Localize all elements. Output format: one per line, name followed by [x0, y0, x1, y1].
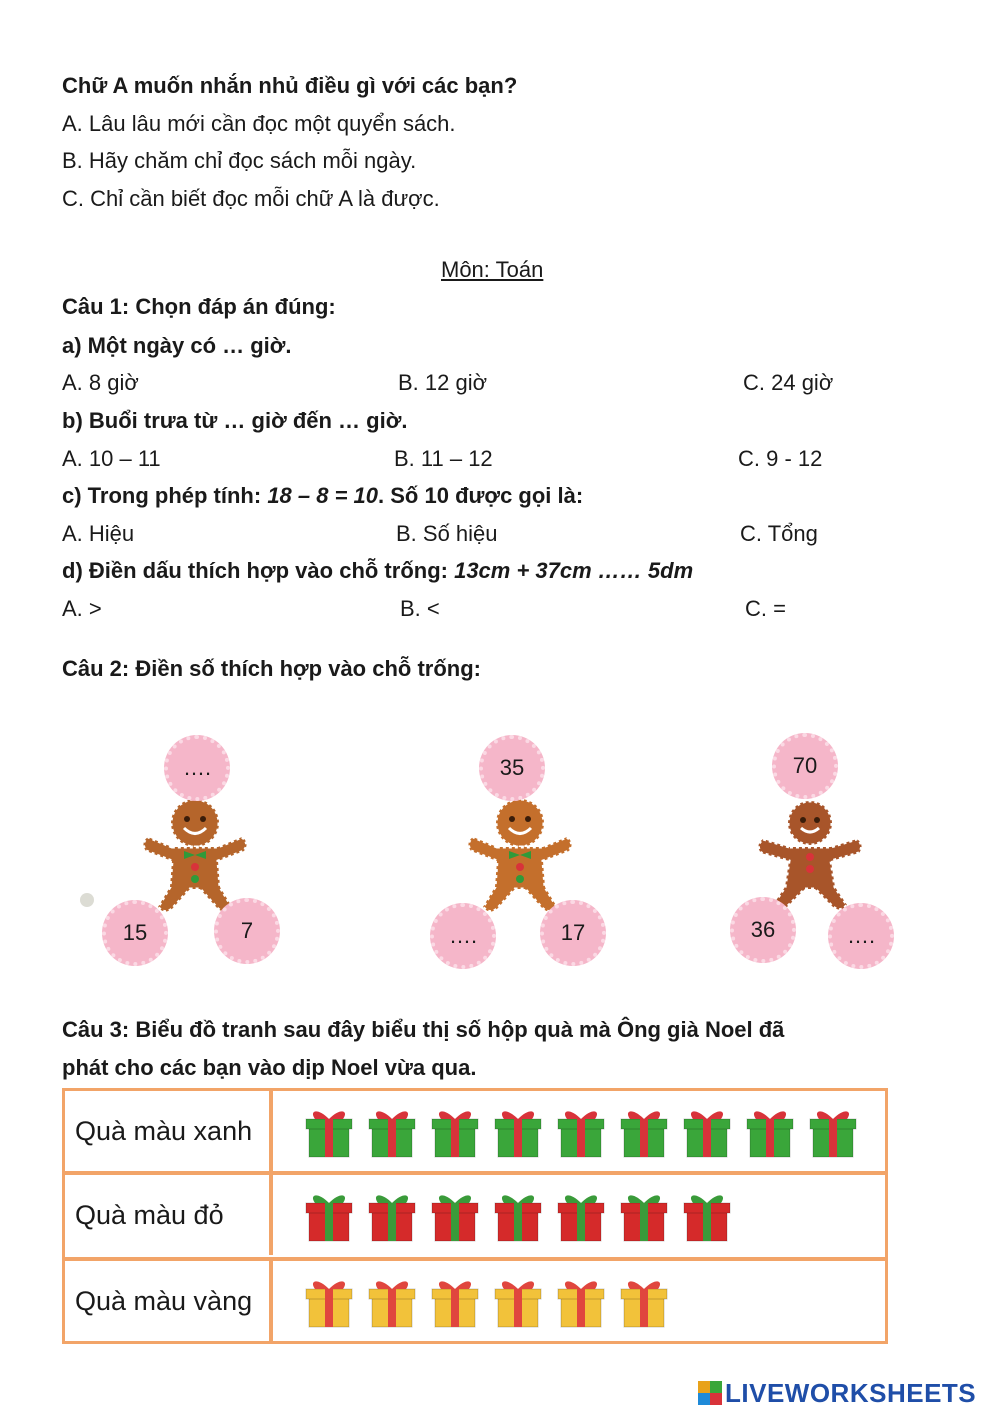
q1a-option-a: A. 8 giờ — [62, 370, 139, 395]
logo-mark-icon — [698, 1381, 722, 1405]
gift-box-icon — [492, 1105, 544, 1161]
gift-box-icon — [807, 1105, 859, 1161]
gift-box-icon — [303, 1275, 355, 1331]
liveworksheets-logo[interactable] — [698, 1378, 976, 1408]
q3-title-line2: phát cho các bạn vào dịp Noel vừa qua. — [62, 1055, 477, 1080]
picture-chart — [62, 1088, 888, 1344]
q1c-option-c: C. Tổng — [740, 521, 818, 546]
q1c-prompt — [62, 482, 583, 510]
q1d-prompt — [62, 557, 693, 585]
reading-option-a: A. Lâu lâu mới cần đọc một quyển sách. — [62, 111, 456, 136]
q3-title-line1: Câu 3: Biểu đồ tranh sau đây biểu thị số hộp quà mà Ông già Noel đã — [62, 1017, 785, 1042]
number-circle-right[interactable]: 7 — [214, 898, 280, 964]
q1c-expression: 18 – 8 = 10 — [267, 483, 379, 508]
q1a-option-c: C. 24 giờ — [743, 370, 834, 395]
number-circle-left[interactable]: 36 — [730, 897, 796, 963]
q1a-option-b: B. 12 giờ — [398, 370, 488, 395]
q1a-prompt: a) Một ngày có … giờ. — [62, 333, 292, 358]
chart-row-red — [65, 1175, 885, 1259]
gift-box-icon — [555, 1105, 607, 1161]
gift-box-icon — [303, 1105, 355, 1161]
number-circle-left[interactable]: 15 — [102, 900, 168, 966]
q1d-option-b: B. < — [400, 596, 440, 621]
gift-box-icon — [366, 1105, 418, 1161]
gift-box-icon — [492, 1275, 544, 1331]
q1c-prompt-end: . Số 10 được gọi là: — [378, 483, 584, 508]
reading-option-b: B. Hãy chăm chỉ đọc sách mỗi ngày. — [62, 148, 417, 173]
gift-box-icon — [555, 1275, 607, 1331]
q1c-option-a: A. Hiệu — [62, 521, 135, 546]
subject-heading: Môn: Toán — [441, 257, 544, 282]
q1c-option-b: B. Số hiệu — [396, 521, 498, 546]
gift-box-icon — [366, 1189, 418, 1245]
chart-row-green — [65, 1091, 885, 1175]
q1b-prompt: b) Buổi trưa từ … giờ đến … giờ. — [62, 408, 408, 433]
number-circle-top[interactable]: …. — [164, 735, 230, 801]
q1b-option-a: A. 10 – 11 — [62, 446, 161, 471]
gift-box-icon — [429, 1105, 481, 1161]
chart-row-yellow — [65, 1261, 885, 1345]
gift-box-icon — [744, 1105, 796, 1161]
gift-box-icon — [429, 1189, 481, 1245]
q1c-prompt-start: c) Trong phép tính: — [62, 483, 268, 508]
gift-box-icon — [303, 1189, 355, 1245]
gift-box-icon — [618, 1105, 670, 1161]
q1d-prompt-start: d) Điền dấu thích hợp vào chỗ trống: — [62, 558, 455, 583]
q1b-option-b: B. 11 – 12 — [394, 446, 493, 471]
reading-option-c: C. Chỉ cần biết đọc mỗi chữ A là được. — [62, 186, 440, 211]
gift-box-icon — [618, 1275, 670, 1331]
gingerbread-icon — [465, 795, 575, 920]
q1d-option-a: A. > — [62, 596, 102, 621]
chart-row-label: Quà màu đỏ — [65, 1175, 273, 1255]
gift-box-icon — [681, 1189, 733, 1245]
number-circle-right[interactable]: …. — [828, 903, 894, 969]
q1d-expression: 13cm + 37cm …… 5dm — [454, 558, 694, 583]
number-circle-top[interactable]: 35 — [479, 735, 545, 801]
chart-row-label: Quà màu xanh — [65, 1091, 273, 1171]
number-circle-right[interactable]: 17 — [540, 900, 606, 966]
chart-row-label: Quà màu vàng — [65, 1261, 273, 1341]
reading-question: Chữ A muốn nhắn nhủ điều gì với các bạn? — [62, 73, 518, 98]
brand-name: LIVEWORKSHEETS — [725, 1377, 977, 1408]
gift-box-icon — [555, 1189, 607, 1245]
gift-box-icon — [366, 1275, 418, 1331]
q1d-option-c: C. = — [745, 596, 786, 621]
q1b-option-c: C. 9 - 12 — [738, 446, 823, 471]
number-circle-left[interactable]: …. — [430, 903, 496, 969]
decorative-dot — [80, 893, 94, 907]
number-circle-top[interactable]: 70 — [772, 733, 838, 799]
gift-box-icon — [492, 1189, 544, 1245]
q1-title: Câu 1: Chọn đáp án đúng: — [62, 294, 336, 319]
gift-box-icon — [429, 1275, 481, 1331]
gift-box-icon — [681, 1105, 733, 1161]
q2-title: Câu 2: Điền số thích hợp vào chỗ trống: — [62, 656, 481, 681]
gift-box-icon — [618, 1189, 670, 1245]
